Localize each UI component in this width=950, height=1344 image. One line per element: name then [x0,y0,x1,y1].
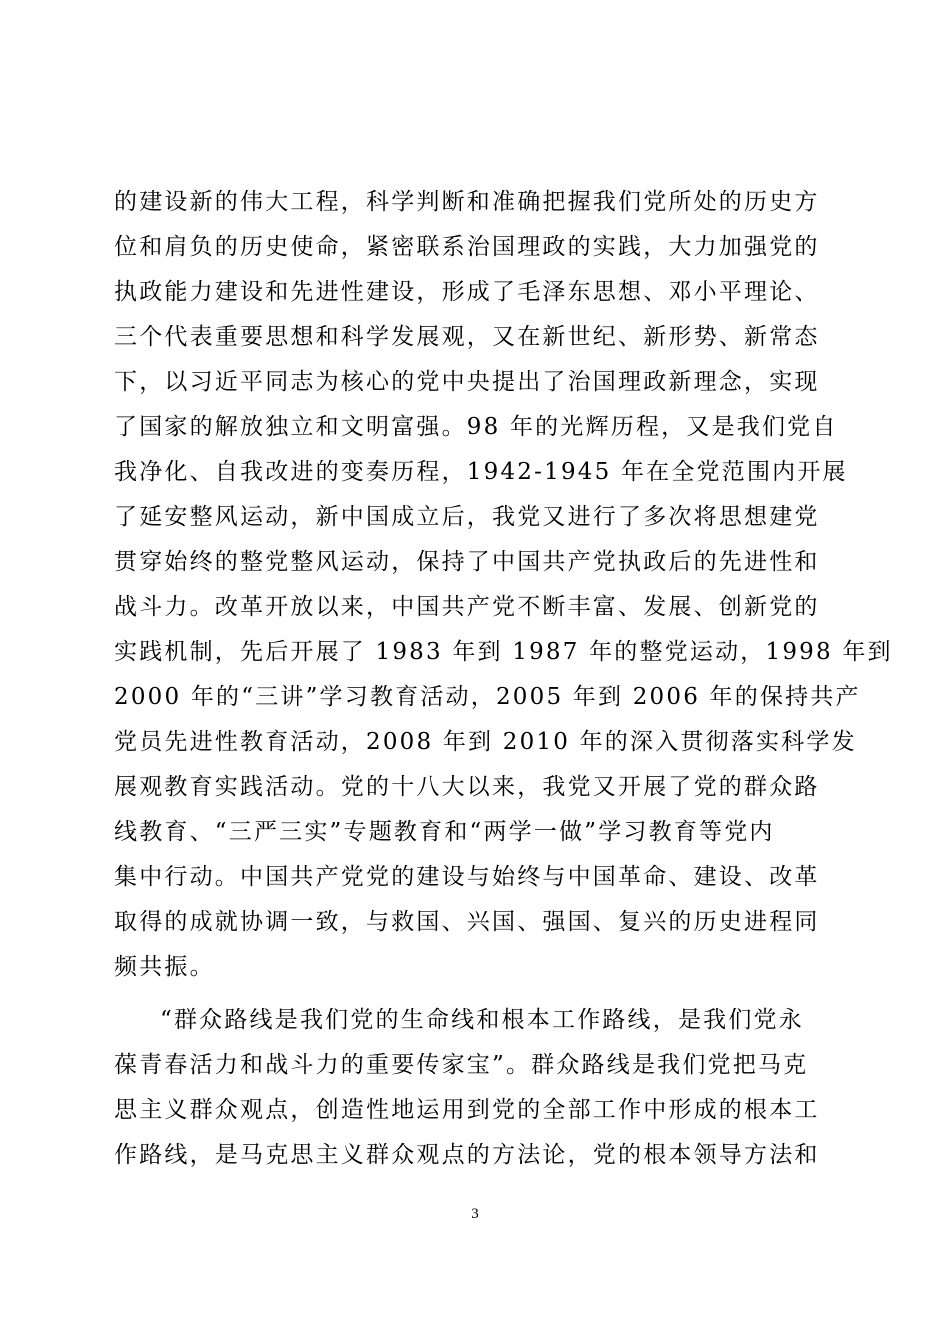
text-line: 下，以习近平同志为核心的党中央提出了治国理政新理念，实现 [114,369,820,395]
body-text [114,180,893,1178]
text-line: 葆青春活力和战斗力的重要传家宝”。群众路线是我们党把马克 [114,1052,809,1078]
text-line: 贯穿始终的整党整风运动，保持了中国共产党执政后的先进性和 [114,549,820,575]
text-line: 集中行动。中国共产党党的建设与始终与中国革命、建设、改革 [114,864,820,890]
text-line: “群众路线是我们党的生命线和根本工作路线，是我们党永 [160,1007,804,1033]
text-line: 频共振。 [114,954,215,980]
text-line: 2000 年的“三讲”学习教育活动，2005 年到 2006 年的保持共产 [114,684,861,710]
text-line: 党员先进性教育活动，2008 年到 2010 年的深入贯彻落实科学发 [114,729,857,755]
text-line: 了国家的解放独立和文明富强。98 年的光辉历程，又是我们党自 [114,414,838,440]
text-line: 战斗力。改革开放以来，中国共产党不断丰富、发展、创新党的 [114,594,820,620]
text-line: 思主义群众观点，创造性地运用到党的全部工作中形成的根本工 [114,1097,820,1123]
text-line: 展观教育实践活动。党的十八大以来，我党又开展了党的群众路 [114,774,820,800]
text-line: 作路线，是马克思主义群众观点的方法论，党的根本领导方法和 [114,1142,820,1168]
text-line: 执政能力建设和先进性建设，形成了毛泽东思想、邓小平理论、 [114,279,820,305]
text-line: 的建设新的伟大工程，科学判断和准确把握我们党所处的历史方 [114,189,820,215]
text-line: 位和肩负的历史使命，紧密联系治国理政的实践，大力加强党的 [114,234,820,260]
text-line: 我净化、自我改进的变奏历程，1942-1945 年在全党范围内开展 [114,459,848,485]
text-line: 实践机制，先后开展了 1983 年到 1987 年的整党运动，1998 年到 [114,639,893,665]
page-number: 3 [471,1206,479,1222]
text-line: 三个代表重要思想和科学发展观，又在新世纪、新形势、新常态 [114,324,820,350]
text-line: 线教育、“三严三实”专题教育和“两学一做”学习教育等党内 [114,819,775,845]
text-line: 取得的成就协调一致，与救国、兴国、强国、复兴的历史进程同 [114,909,820,935]
text-line: 了延安整风运动，新中国成立后，我党又进行了多次将思想建党 [114,504,820,530]
